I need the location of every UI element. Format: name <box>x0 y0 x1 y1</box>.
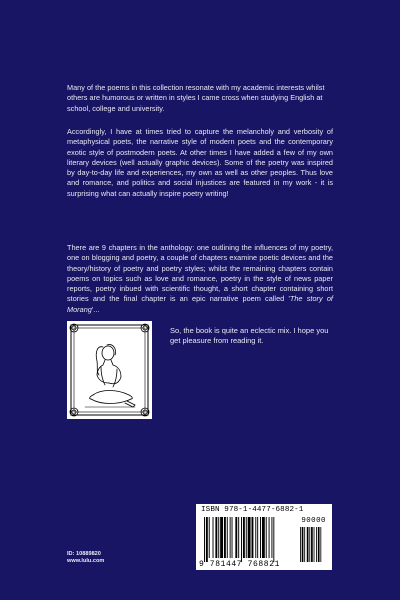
barcode-bar <box>246 517 247 558</box>
chapters-text: There are 9 chapters in the anthology: one outlining the influences of my poetry, one on blogging and poetry, a couple of chapters examine poetic devices and the theory/history of poetry and poetry styles; whilst the remaining chapters contain poems on topics such as love and romance, poetry in the style of news paper reports, poetry inbued with scientific thought, a short chapter containing short stories and the final chapter is an epic narrative poem called ' <box>67 243 333 304</box>
barcode-bar <box>271 517 272 558</box>
lulu-id-block <box>67 551 104 565</box>
barcode-bar <box>220 517 223 558</box>
addon-bar <box>307 527 309 562</box>
barcode-bar <box>266 517 267 558</box>
isbn-barcode <box>196 504 332 570</box>
addon-bar <box>316 527 317 562</box>
barcode-bar <box>252 517 254 558</box>
barcode-bar <box>273 517 274 562</box>
addon-bar <box>302 527 304 562</box>
barcode-bar <box>224 517 226 558</box>
barcode-bar <box>243 517 245 558</box>
seated-woman-illustration <box>67 321 152 419</box>
product-id: ID: 10889820 <box>67 551 101 557</box>
ean-number: 9 781447 768821 <box>199 560 281 569</box>
addon-bar <box>300 527 301 562</box>
addon-bar <box>311 527 313 562</box>
barcode-bar <box>241 517 242 562</box>
barcode-bar <box>204 517 205 562</box>
barcode-bar <box>262 517 265 558</box>
barcode-bar <box>209 517 210 558</box>
price-code: 90000 <box>301 517 326 525</box>
style-paragraph: Accordingly, I have at times tried to capture the melancholy and verbosity of metaphysical poets, the narrative style of modern poets and the contemporary exotic style of postmodern poets. At other times I have added a few of my own literary devices (well actually graphic devices). Some of the poetry was inspired by day-to-day life and experiences, my own as well as other peoples. Thus love and romance, and politics and social injustices are featured in my work - it is surprising what can actually inspire poetry writing! <box>67 127 333 198</box>
barcode-bar <box>206 517 208 562</box>
barcode-bar <box>255 517 256 558</box>
closing-caption: So, the book is quite an eclectic mix. I hope you get pleasure from reading it. <box>170 326 329 346</box>
barcode-bar <box>227 517 228 558</box>
publisher-url: www.lulu.com <box>67 558 105 565</box>
barcode-bar <box>215 517 217 558</box>
chapters-paragraph <box>67 243 333 315</box>
chapters-text-end: '... <box>91 304 100 314</box>
barcode-bar <box>213 517 214 558</box>
addon-bar <box>309 527 310 562</box>
barcode-bar <box>232 517 233 558</box>
addon-bar <box>320 527 321 562</box>
addon-bar <box>314 527 315 562</box>
intro-paragraph: Many of the poems in this collection resonate with my academic interests whilst others are humorous or written in styles I came cross when studying English at school, college and university. <box>67 83 325 113</box>
barcode-bar <box>230 517 231 558</box>
barcode-bar <box>269 517 270 558</box>
addon-bar <box>318 527 320 562</box>
addon-bar <box>304 527 305 562</box>
barcode-bar <box>235 517 237 558</box>
barcode-bar <box>260 517 261 558</box>
barcode-bar <box>257 517 258 558</box>
isbn-number: ISBN 978-1-4477-6882-1 <box>201 506 304 514</box>
barcode-bar <box>248 517 251 558</box>
barcode-bar <box>218 517 219 558</box>
barcode-bar <box>238 517 239 558</box>
poem-title: The story of Morang <box>67 294 333 314</box>
